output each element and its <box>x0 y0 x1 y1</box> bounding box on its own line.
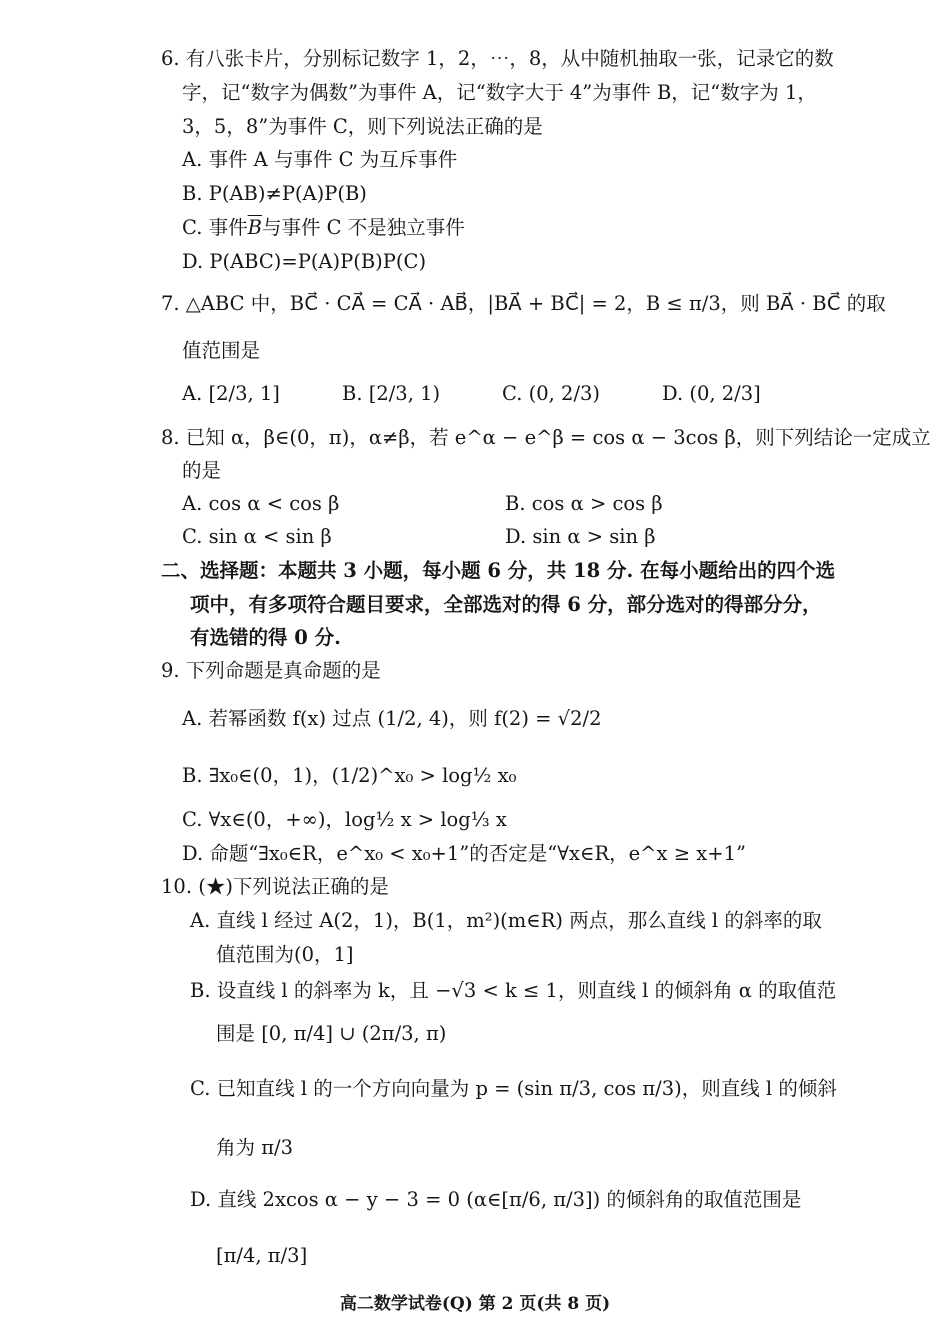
q6-option-c <box>182 214 465 242</box>
q6-stem-line-1: 6. 有八张卡片，分别标记数字 1，2，⋯，8，从中随机抽取一张，记录它的数 <box>161 47 834 70</box>
q7-option-b: B. [2/3, 1) <box>342 382 441 405</box>
q10-option-b-line-1: B. 设直线 l 的斜率为 k，且 −√3 < k ≤ 1，则直线 l 的倾斜角 α 的取值范 <box>190 979 837 1002</box>
q7-option-c: C. (0, 2/3) <box>502 382 601 405</box>
q8-stem-line-2: 的是 <box>182 459 222 482</box>
q10-option-c-line-1: C. 已知直线 l 的一个方向向量为 p = (sin π/3, cos π/3)，则直线 l 的倾斜 <box>190 1077 837 1100</box>
q6-option-d: D. P(ABC)=P(A)P(B)P(C) <box>182 250 427 273</box>
section2-heading-line-1: 二、选择题：本题共 3 小题，每小题 6 分，共 18 分. 在每小题给出的四个选 <box>161 559 836 582</box>
q10-option-a-line-1: A. 直线 l 经过 A(2，1)，B(1，m²)(m∈R) 两点，那么直线 l 的斜率的取 <box>190 909 822 932</box>
q9-option-d: D. 命题“∃x₀∈R，e^x₀ < x₀+1”的否定是“∀x∈R，e^x ≥ x+1” <box>182 842 746 865</box>
q7-stem-line-2: 值范围是 <box>182 339 261 362</box>
q8-option-b: B. cos α > cos β <box>505 492 663 515</box>
section2-heading-line-3: 有选错的得 0 分. <box>190 626 341 649</box>
page-footer: 高二数学试卷(Q) 第 2 页(共 8 页) <box>339 1294 611 1314</box>
q6-option-b: B. P(AB)≠P(A)P(B) <box>182 182 367 205</box>
section2-heading-line-2: 项中，有多项符合题目要求，全部选对的得 6 分，部分选对的得部分分， <box>190 593 822 616</box>
q6-option-c-complement-b: $\overline{B}$ <box>247 216 262 239</box>
q10-option-b-line-2: 围是 [0, π/4] ∪ (2π/3, π) <box>216 1022 447 1045</box>
q9-option-a: A. 若幂函数 f(x) 过点 (1/2, 4)，则 f(2) = √2/2 <box>182 707 602 730</box>
q8-option-a: A. cos α < cos β <box>182 492 340 515</box>
q8-stem-line-1: 8. 已知 α，β∈(0，π)，α≠β，若 e^α − e^β = cos α − 3cos β，则下列结论一定成立 <box>161 426 931 449</box>
q10-option-d-line-2: [π/4, π/3] <box>216 1244 308 1267</box>
q6-stem-line-3: 3，5，8”为事件 C，则下列说法正确的是 <box>182 115 543 138</box>
q8-option-c: C. sin α < sin β <box>182 525 332 548</box>
q10-stem: 10. (★)下列说法正确的是 <box>161 875 389 898</box>
q10-option-c-line-2: 角为 π/3 <box>216 1136 293 1159</box>
q6-option-a: A. 事件 A 与事件 C 为互斥事件 <box>182 148 458 171</box>
q9-option-b: B. ∃x₀∈(0，1)，(1/2)^x₀ > log½ x₀ <box>182 764 517 787</box>
q10-option-d-line-1: D. 直线 2xcos α − y − 3 = 0 (α∈[π/6, π/3]) 的倾斜角的取值范围是 <box>190 1188 802 1211</box>
q9-option-c: C. ∀x∈(0，+∞)，log½ x > log⅓ x <box>182 808 507 831</box>
q10-option-a-line-2: 值范围为(0，1] <box>216 943 354 966</box>
q6-stem-line-2: 字，记“数字为偶数”为事件 A，记“数字大于 4”为事件 B，记“数字为 1， <box>182 81 817 104</box>
q6-option-c-suffix: 与事件 C 不是独立事件 <box>261 216 465 239</box>
q9-stem: 9. 下列命题是真命题的是 <box>161 659 381 682</box>
q7-stem-line-1: 7. △ABC 中，BC⃗ · CA⃗ = CA⃗ · AB⃗，|BA⃗ + BC⃗| = 2，B ≤ π/3，则 BA⃗ · BC⃗ 的取 <box>161 292 886 315</box>
q7-option-d: D. (0, 2/3] <box>662 382 761 405</box>
q8-option-d: D. sin α > sin β <box>505 525 656 548</box>
q7-option-a: A. [2/3, 1] <box>182 382 280 405</box>
q6-option-c-prefix: C. 事件 <box>182 216 248 239</box>
